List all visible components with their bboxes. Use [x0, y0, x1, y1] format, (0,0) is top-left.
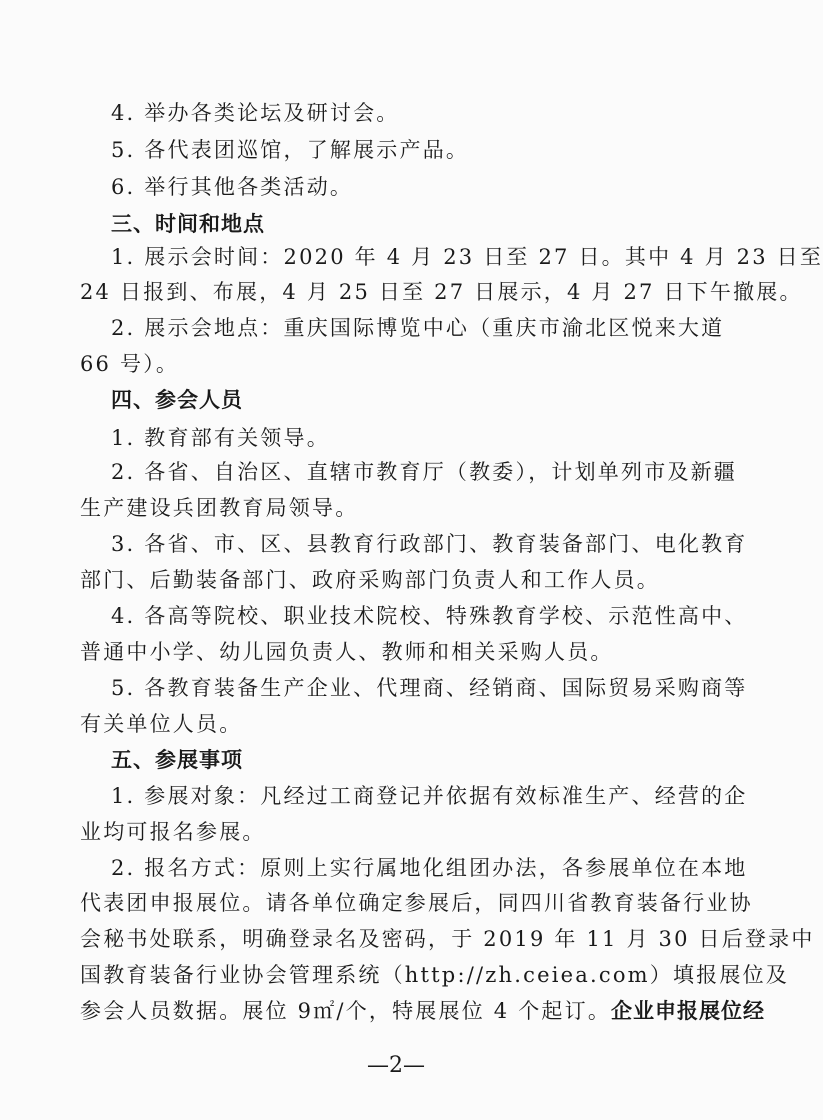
- paragraph-line: 2. 报名方式：原则上实行属地化组团办法，各参展单位在本地: [111, 856, 748, 880]
- list-item: 6. 举行其他各类活动。: [111, 175, 354, 199]
- paragraph-line: 24 日报到、布展，4 月 25 日至 27 日展示，4 月 27 日下午撤展。: [80, 280, 803, 304]
- paragraph-line: 3. 各省、市、区、县教育行政部门、教育装备部门、电化教育: [111, 532, 748, 556]
- paragraph-line: [80, 996, 766, 1026]
- paragraph-line: 1. 参展对象：凡经过工商登记并依据有效标准生产、经营的企: [111, 784, 748, 808]
- paragraph-line: 5. 各教育装备生产企业、代理商、经销商、国际贸易采购商等: [111, 676, 748, 700]
- paragraph-line: 部门、后勤装备部门、政府采购部门负责人和工作人员。: [80, 568, 660, 592]
- paragraph-line: 有关单位人员。: [80, 712, 243, 736]
- paragraph-line: 4. 各高等院校、职业技术院校、特殊教育学校、示范性高中、: [111, 604, 748, 628]
- last-line-normal-text: 参会人员数据。展位 9㎡/个，特展展位 4 个起订。: [80, 999, 612, 1023]
- paragraph-line: 生产建设兵团教育局领导。: [80, 496, 359, 520]
- paragraph-line: 2. 各省、自治区、直辖市教育厅（教委），计划单列市及新疆: [111, 460, 738, 484]
- list-item: 4. 举办各类论坛及研讨会。: [111, 101, 400, 125]
- paragraph-line: 代表团申报展位。请各单位确定参展后，同四川省教育装备行业协: [80, 891, 753, 915]
- paragraph-line: 业均可报名参展。: [80, 820, 266, 844]
- list-item: 5. 各代表团巡馆，了解展示产品。: [111, 138, 470, 162]
- paragraph-line: 1. 展示会时间：2020 年 4 月 23 日至 27 日。其中 4 月 23 日至: [111, 245, 823, 269]
- paragraph-line: 普通中小学、幼儿园负责人、教师和相关采购人员。: [80, 640, 614, 664]
- paragraph-line: 2. 展示会地点：重庆国际博览中心（重庆市渝北区悦来大道: [111, 316, 725, 340]
- section-heading: 四、参会人员: [111, 388, 243, 412]
- paragraph-line: 国教育装备行业协会管理系统（http://zh.ceiea.com）填报展位及: [80, 963, 789, 987]
- page-number: —2—: [367, 1053, 425, 1078]
- section-heading: 三、时间和地点: [111, 212, 265, 236]
- list-item: 1. 教育部有关领导。: [111, 426, 330, 450]
- paragraph-line: 会秘书处联系，明确登录名及密码，于 2019 年 11 月 30 日后登录中: [80, 927, 815, 951]
- paragraph-line: 66 号）。: [80, 352, 180, 376]
- section-heading: 五、参展事项: [111, 748, 243, 772]
- last-line-bold-text: 企业申报展位经: [611, 999, 766, 1023]
